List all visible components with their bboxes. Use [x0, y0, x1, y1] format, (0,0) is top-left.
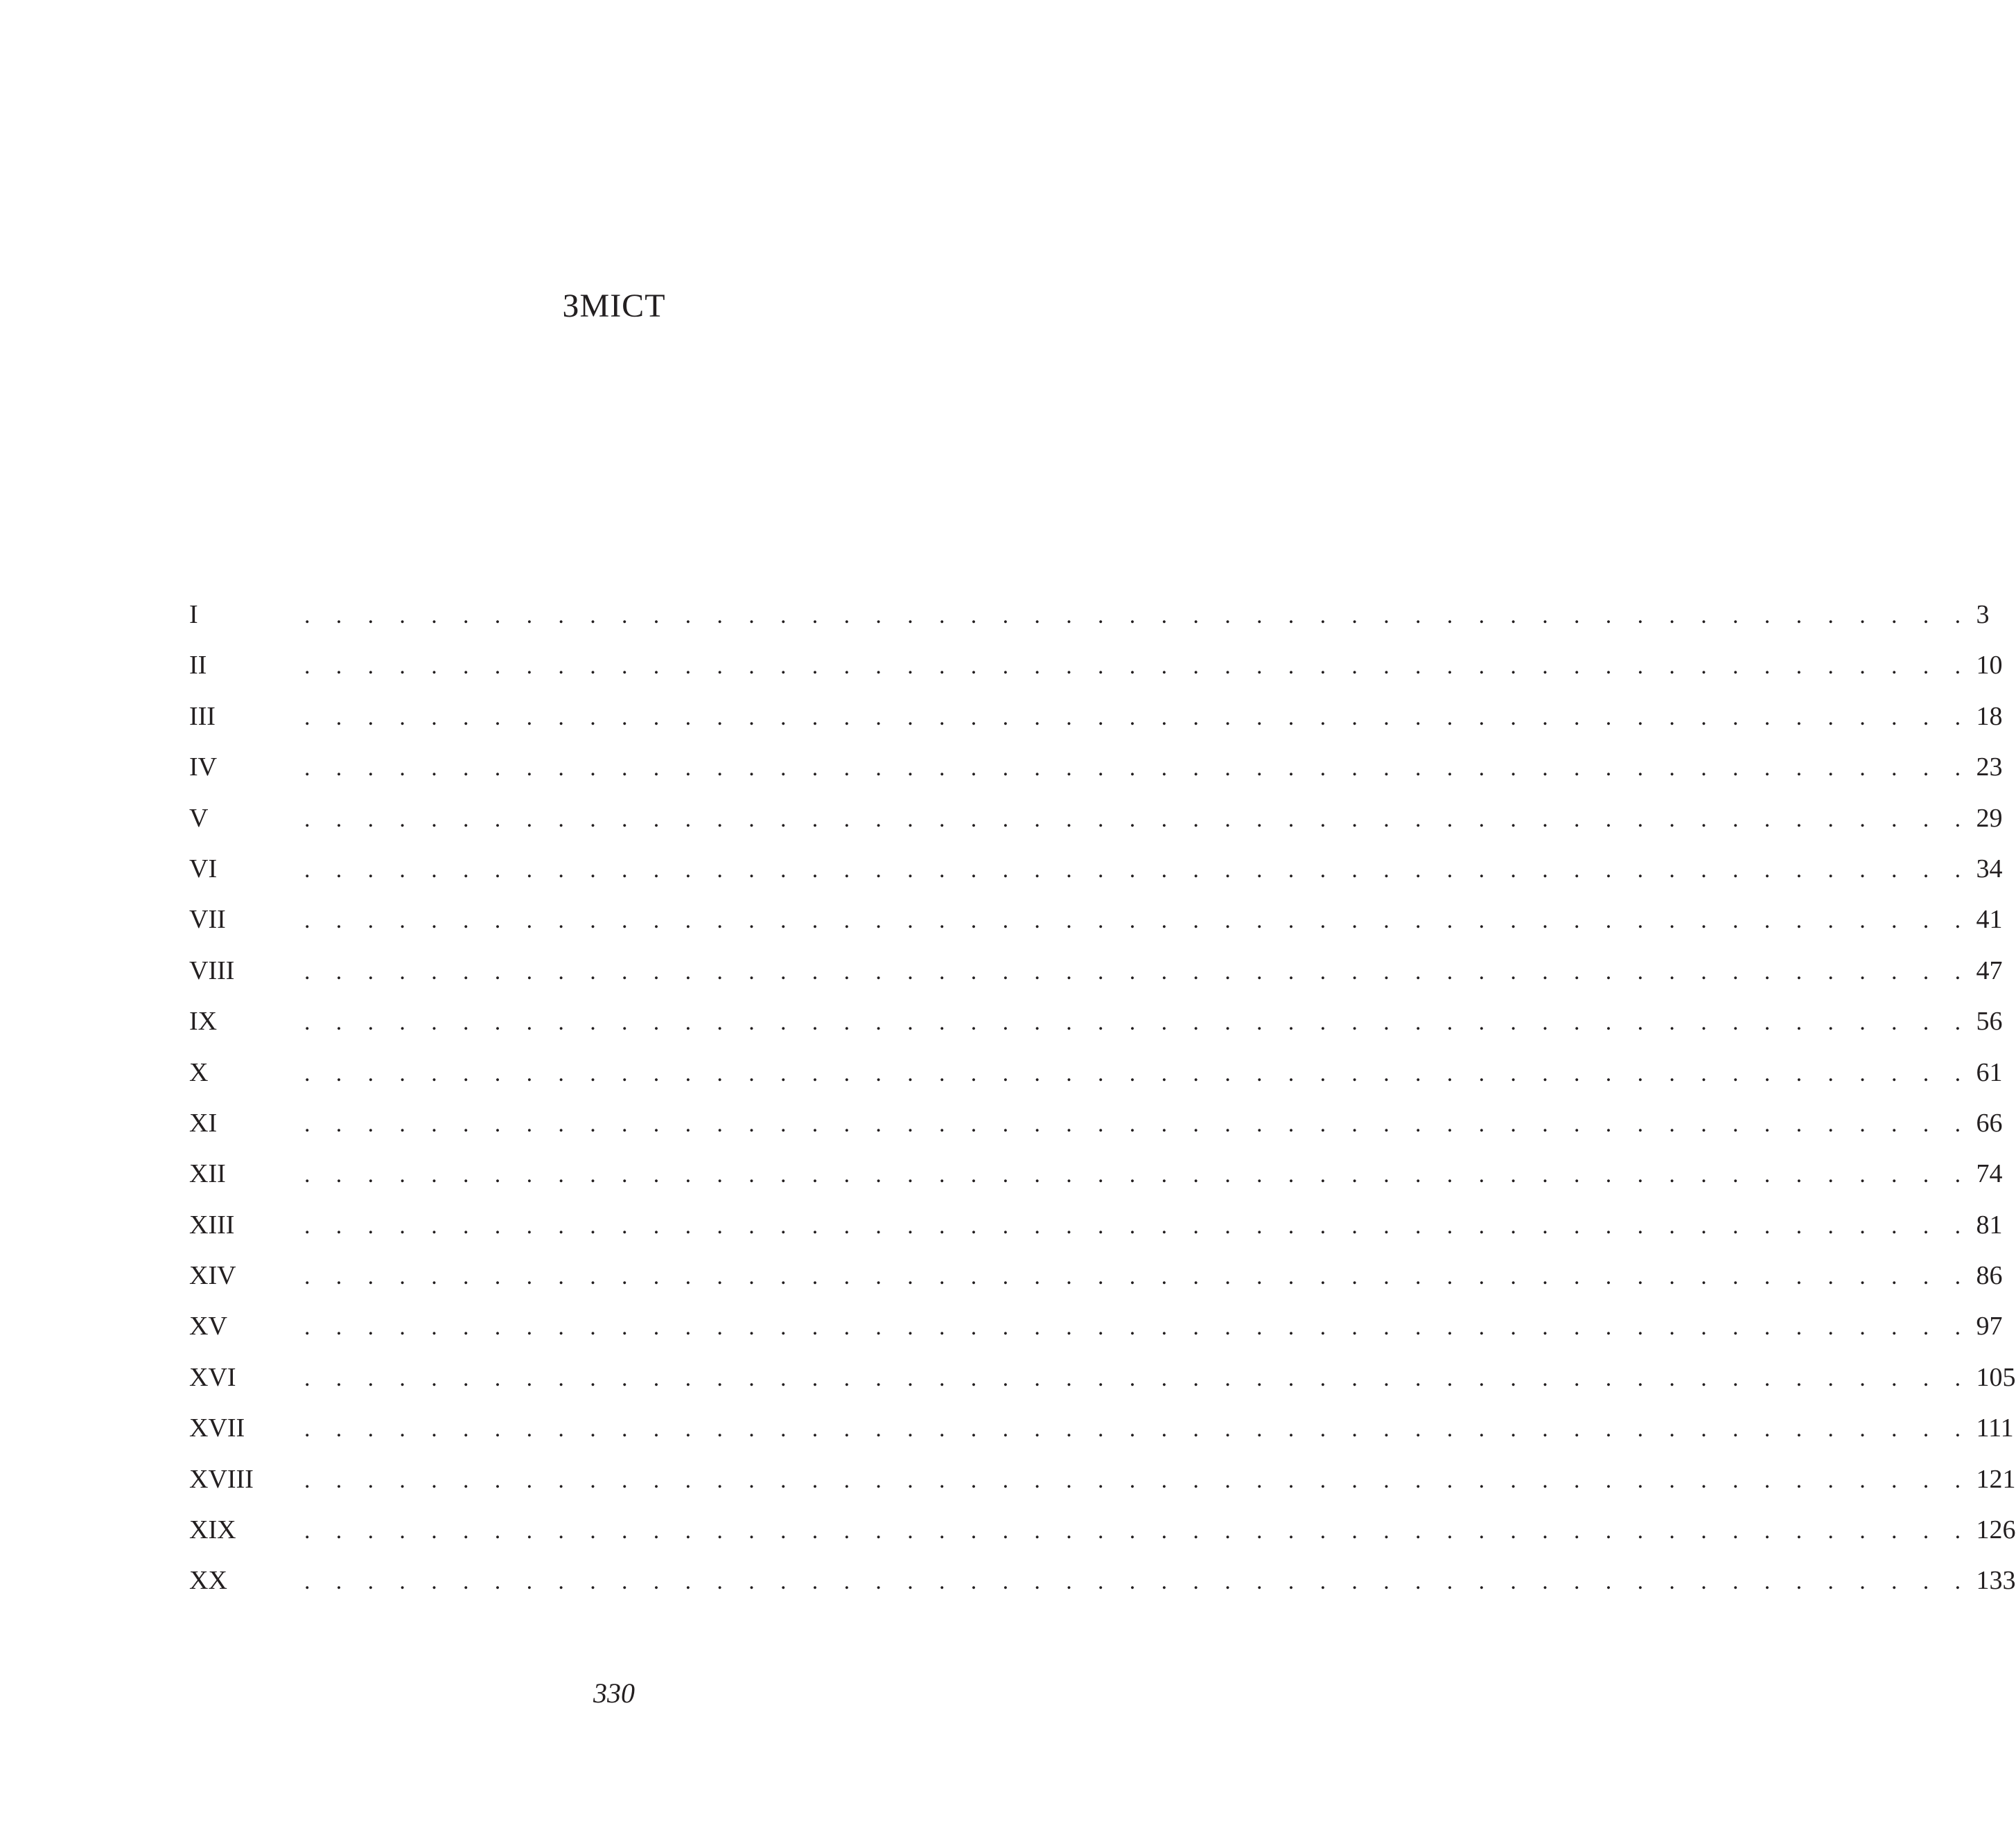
toc-entry-page: 81	[1976, 1210, 2003, 1240]
toc-entry-page: 66	[1976, 1108, 2003, 1138]
toc-entry-number: IX	[189, 1007, 218, 1037]
toc-entry-number: VII	[189, 905, 226, 935]
toc-entry[interactable]	[189, 1204, 2003, 1255]
toc-dot-leader: . . . . . . . . . . . . . . . . . . . . . . . . . . . . . . . . . . . . . . . . . . . . . . . . . . . . .	[304, 806, 1971, 832]
toc-dot-leader: . . . . . . . . . . . . . . . . . . . . . . . . . . . . . . . . . . . . . . . . . . . . . . . . . . . . .	[304, 908, 1971, 934]
toc-entry-page: 74	[1976, 1159, 2003, 1189]
toc-dot-leader: . . . . . . . . . . . . . . . . . . . . . . . . . . . . . . . . . . . . . . . . . . . . . . . . . . . . .	[304, 1213, 1971, 1239]
toc-entry[interactable]	[189, 1153, 2003, 1204]
toc-entry-number: X	[189, 1057, 209, 1087]
toc-entry-number: IV	[189, 752, 218, 782]
toc-entry-page: 29	[1976, 803, 2003, 833]
toc-entry[interactable]	[189, 594, 1990, 644]
toc-entry-number: XIX	[189, 1515, 236, 1545]
toc-entry-number: XVIII	[189, 1464, 254, 1494]
toc-dot-leader: . . . . . . . . . . . . . . . . . . . . . . . . . . . . . . . . . . . . . . . . . . . . . . . . . . . . .	[304, 755, 1971, 782]
toc-dot-leader: . . . . . . . . . . . . . . . . . . . . . . . . . . . . . . . . . . . . . . . . . . . . . . . . . . . . .	[304, 603, 1971, 628]
toc-entry-page: 41	[1976, 905, 2003, 935]
toc-dot-leader: . . . . . . . . . . . . . . . . . . . . . . . . . . . . . . . . . . . . . . . . . . . . . . . . . . . . .	[304, 1264, 1971, 1290]
toc-entry-page: 111	[1976, 1413, 2014, 1443]
toc-entry-page: 34	[1976, 854, 2003, 883]
toc-entry[interactable]	[189, 1560, 2016, 1610]
toc-entry-page: 105	[1976, 1362, 2016, 1392]
toc-entry-number: VIII	[189, 955, 235, 985]
toc-entry[interactable]	[189, 1255, 2003, 1305]
toc-dot-leader: . . . . . . . . . . . . . . . . . . . . . . . . . . . . . . . . . . . . . . . . . . . . . . . . . . . . .	[304, 1314, 1971, 1341]
toc-entry-page: 10	[1976, 651, 2003, 680]
toc-entry-number: V	[189, 803, 209, 833]
toc-dot-leader: . . . . . . . . . . . . . . . . . . . . . . . . . . . . . . . . . . . . . . . . . . . . . . . . . . . . .	[304, 1518, 1971, 1544]
toc-entry-number: XIV	[189, 1261, 236, 1291]
toc-entry-number: VI	[189, 854, 218, 883]
toc-dot-leader: . . . . . . . . . . . . . . . . . . . . . . . . . . . . . . . . . . . . . . . . . . . . . . . . . . . . .	[304, 1010, 1971, 1036]
toc-entry-number: XII	[189, 1159, 226, 1189]
toc-entry-number: XVII	[189, 1413, 245, 1443]
toc-entry-page: 133	[1976, 1566, 2016, 1596]
toc-entry-number: XX	[189, 1566, 227, 1596]
toc-entry-page: 121	[1976, 1464, 2016, 1494]
toc-entry-number: XVI	[189, 1362, 236, 1392]
toc-entry[interactable]	[189, 950, 2003, 1001]
table-of-contents	[189, 594, 2016, 1611]
toc-dot-leader: . . . . . . . . . . . . . . . . . . . . . . . . . . . . . . . . . . . . . . . . . . . . . . . . . . . . .	[304, 1569, 1971, 1595]
toc-entry-number: II	[189, 651, 207, 680]
toc-entry[interactable]	[189, 1102, 2003, 1153]
toc-dot-leader: . . . . . . . . . . . . . . . . . . . . . . . . . . . . . . . . . . . . . . . . . . . . . . . . . . . . .	[304, 1365, 1971, 1391]
toc-entry-page: 23	[1976, 752, 2003, 782]
toc-entry-number: I	[189, 600, 198, 629]
toc-dot-leader: . . . . . . . . . . . . . . . . . . . . . . . . . . . . . . . . . . . . . . . . . . . . . . . . . . . . .	[304, 704, 1971, 730]
toc-dot-leader: . . . . . . . . . . . . . . . . . . . . . . . . . . . . . . . . . . . . . . . . . . . . . . . . . . . . .	[304, 856, 1971, 883]
toc-entry-page: 56	[1976, 1007, 2003, 1037]
toc-entry[interactable]	[189, 746, 2003, 797]
toc-dot-leader: . . . . . . . . . . . . . . . . . . . . . . . . . . . . . . . . . . . . . . . . . . . . . . . . . . . . .	[304, 958, 1971, 985]
toc-entry[interactable]	[189, 1357, 2016, 1407]
toc-dot-leader: . . . . . . . . . . . . . . . . . . . . . . . . . . . . . . . . . . . . . . . . . . . . . . . . . . . . .	[304, 653, 1971, 680]
toc-dot-leader: . . . . . . . . . . . . . . . . . . . . . . . . . . . . . . . . . . . . . . . . . . . . . . . . . . . . .	[304, 1416, 1971, 1443]
toc-dot-leader: . . . . . . . . . . . . . . . . . . . . . . . . . . . . . . . . . . . . . . . . . . . . . . . . . . . . .	[304, 1111, 1971, 1137]
toc-entry-number: XI	[189, 1108, 218, 1138]
toc-entry[interactable]	[189, 1509, 2016, 1560]
toc-entry-page: 61	[1976, 1057, 2003, 1087]
toc-entry-page: 18	[1976, 701, 2003, 731]
toc-entry[interactable]	[189, 696, 2003, 746]
toc-entry-page: 126	[1976, 1515, 2016, 1545]
toc-entry[interactable]	[189, 848, 2003, 899]
toc-dot-leader: . . . . . . . . . . . . . . . . . . . . . . . . . . . . . . . . . . . . . . . . . . . . . . . . . . . . .	[304, 1162, 1971, 1188]
toc-entry-page: 86	[1976, 1261, 2003, 1291]
toc-entry[interactable]	[189, 899, 2003, 949]
toc-entry-page: 47	[1976, 955, 2003, 985]
toc-entry-number: XV	[189, 1312, 227, 1341]
toc-dot-leader: . . . . . . . . . . . . . . . . . . . . . . . . . . . . . . . . . . . . . . . . . . . . . . . . . . . . .	[304, 1467, 1971, 1493]
toc-entry[interactable]	[189, 798, 2003, 848]
toc-entry[interactable]	[189, 1052, 2003, 1102]
toc-entry[interactable]	[189, 1305, 2003, 1356]
toc-entry[interactable]	[189, 1001, 2003, 1051]
page-title: ЗМІСТ	[562, 288, 666, 324]
toc-entry-page: 97	[1976, 1312, 2003, 1341]
toc-entry-number: III	[189, 701, 216, 731]
toc-dot-leader: . . . . . . . . . . . . . . . . . . . . . . . . . . . . . . . . . . . . . . . . . . . . . . . . . . . . .	[304, 1060, 1971, 1086]
toc-entry[interactable]	[189, 1407, 2014, 1458]
toc-entry[interactable]	[189, 1459, 2016, 1509]
page-number: 330	[593, 1677, 635, 1709]
toc-entry-page: 3	[1976, 600, 1990, 629]
toc-entry-number: XIII	[189, 1210, 235, 1240]
toc-entry[interactable]	[189, 644, 2003, 695]
